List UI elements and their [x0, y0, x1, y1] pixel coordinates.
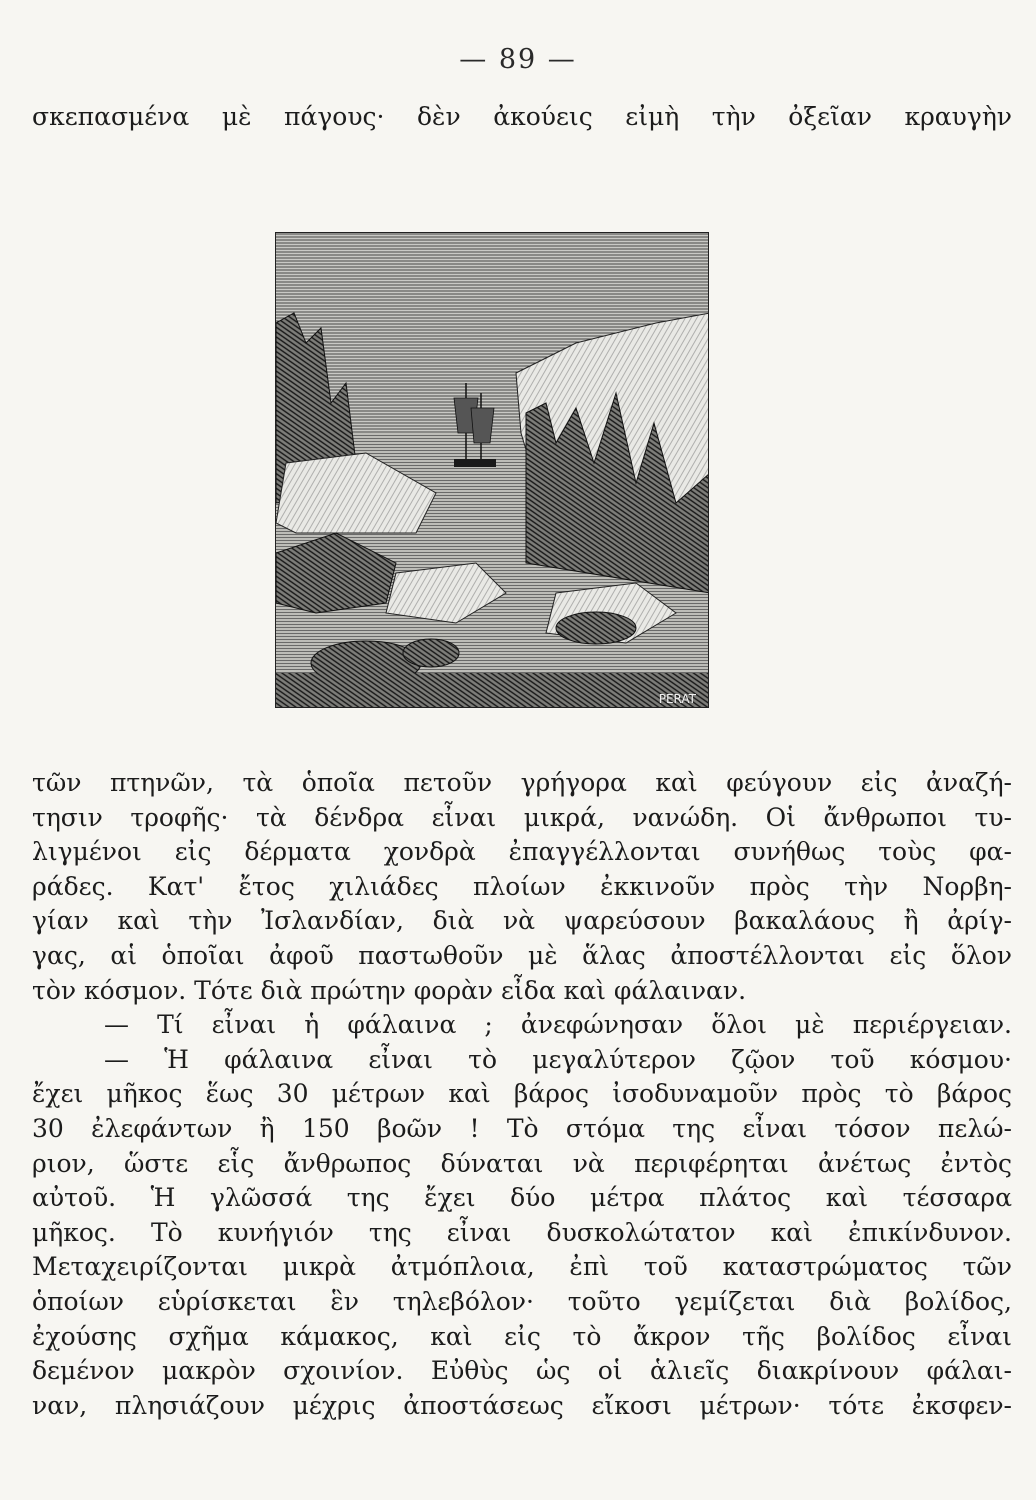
text-line: τὸν κόσμον. Τότε διὰ πρώτην φορὰν εἶδα καὶ φάλαιναν.	[32, 975, 747, 1005]
text-line: Μεταχειρίζονται μικρὰ ἀτμόπλοια, ἐπὶ τοῦ καταστρώματος τῶν	[32, 1252, 1012, 1282]
text-line: ἔχει μῆκος ἕως 30 μέτρων καὶ βάρος ἰσοδυναμοῦν πρὸς τὸ βάρος	[32, 1079, 1012, 1109]
page-number: — 89 —	[459, 44, 577, 75]
text-line: — Ἡ φάλαινα εἶναι τὸ μεγαλύτερον ζῷον τοῦ κόσμου·	[104, 1044, 1012, 1074]
text-line: γας, αἱ ὁποῖαι ἀφοῦ παστωθοῦν μὲ ἅλας ἀποστέλλονται εἰς ὅλον	[32, 940, 1012, 970]
text-line: — Τί εἶναι ἡ φάλαινα ; ἀνεφώνησαν ὅλοι μὲ περιέργειαν.	[104, 1010, 1012, 1040]
body-text	[32, 766, 1012, 1423]
text-line: λιγμένοι εἰς δέρματα χονδρὰ ἐπαγγέλλονται συνήθως τοὺς φα-	[32, 837, 1012, 867]
arctic-engraving-illustration	[275, 232, 709, 708]
text-line: τῶν πτηνῶν, τὰ ὁποῖα πετοῦν γρήγορα καὶ φεύγουν εἰς ἀναζή-	[32, 768, 1012, 797]
text-line: αὐτοῦ. Ἡ γλῶσσά της ἔχει δύο μέτρα πλάτος καὶ τέσσαρα	[32, 1183, 1012, 1213]
text-line: ράδες. Κατ' ἔτος χιλιάδες πλοίων ἐκκινοῦν πρὸς τὴν Νορβη-	[32, 871, 1012, 901]
text-line: τησιν τροφῆς· τὰ δένδρα εἶναι μικρά, νανώδη. Οἱ ἄνθρωποι τυ-	[32, 802, 1012, 832]
engraver-signature: PERAT	[658, 692, 696, 706]
text-line: ριον, ὥστε εἷς ἄνθρωπος δύναται νὰ περιφέρηται ἀνέτως ἐντὸς	[32, 1148, 1012, 1178]
text-line: μῆκος. Τὸ κυνήγιόν της εἶναι δυσκολώτατον καὶ ἐπικίνδυνον.	[32, 1217, 1012, 1247]
text-line: ἐχούσης σχῆμα κάμακος, καὶ εἰς τὸ ἄκρον τῆς βολίδος εἶναι	[32, 1321, 1012, 1351]
top-text-line: σκεπασμένα μὲ πάγους· δὲν ἀκούεις εἰμὴ τὴν ὀξεῖαν κραυγὴν	[32, 102, 1012, 131]
text-line: ὁποίων εὑρίσκεται ἓν τηλεβόλον· τοῦτο γεμίζεται διὰ βολίδος,	[32, 1286, 1012, 1316]
text-line: 30 ἐλεφάντων ἢ 150 βοῶν ! Τὸ στόμα της εἶναι τόσον πελώ-	[32, 1113, 1012, 1143]
text-line: ναν, πλησιάζουν μέχρις ἀποστάσεως εἴκοσι μέτρων· τότε ἐκσφεν-	[32, 1390, 1012, 1420]
text-line: γίαν καὶ τὴν Ἰσλανδίαν, διὰ νὰ ψαρεύσουν βακαλάους ἢ ἀρίγ-	[32, 906, 1012, 936]
text-line: δεμένον μακρὸν σχοινίον. Εὐθὺς ὡς οἱ ἁλιεῖς διακρίνουν φάλαι-	[32, 1356, 1012, 1386]
